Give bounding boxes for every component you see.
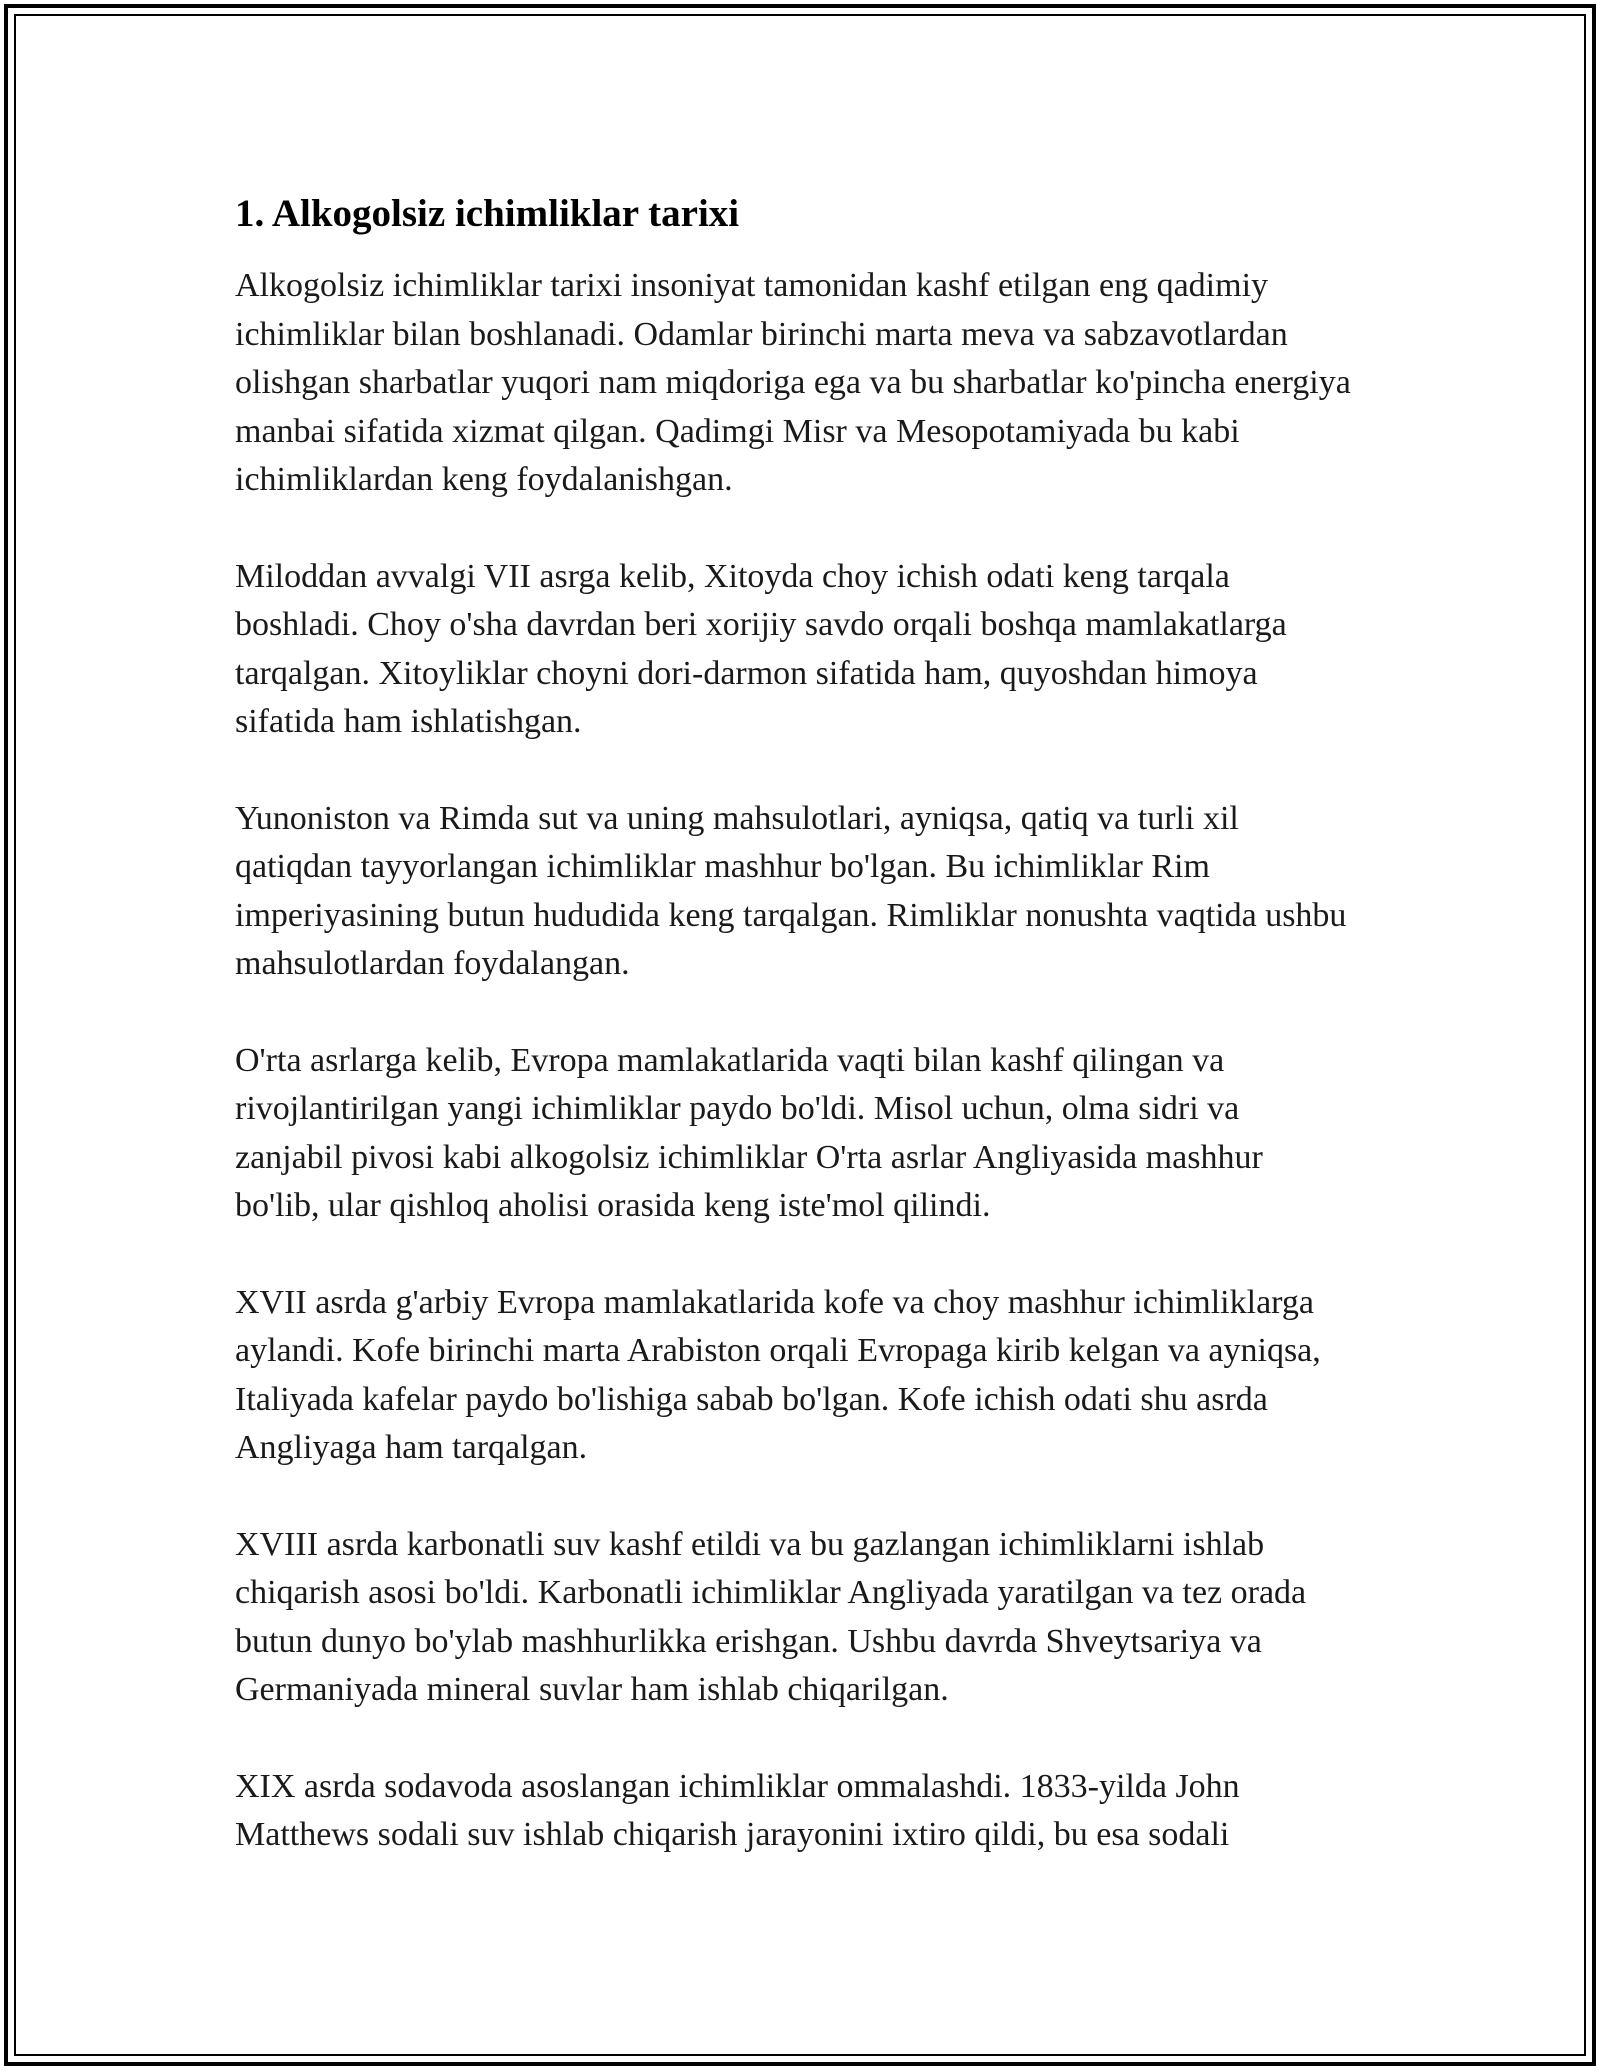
paragraph: XVIII asrda karbonatli suv kashf etildi va bu gazlangan ichimliklarni ishlab chiqarish asosi bo'ldi. Karbonatli ichimliklar Angliyada yaratilgan va tez orada butun dunyo bo'ylab mashhurlikka erishgan. Ushbu davrda Shveytsariya va Germaniyada mineral suvlar ham ishlab chiqarilgan. xyxy=(235,1525,1307,1708)
section-heading: 1. Alkogolsiz ichimliklar tarixi xyxy=(235,192,740,235)
paragraph: Miloddan avvalgi VII asrga kelib, Xitoyda choy ichish odati keng tarqala boshladi. Choy o'sha davrdan beri xorijiy savdo orqali boshqa mamlakatlarga tarqalgan. Xitoyliklar choyni dori-darmon sifatida ham, quyoshdan himoya sifatida ham ishlatishgan. xyxy=(235,557,1287,740)
paragraph: Alkogolsiz ichimliklar tarixi insoniyat tamonidan kashf etilgan eng qadimiy ichimliklar bilan boshlanadi. Odamlar birinchi marta meva va sabzavotlardan olishgan sharbatlar yuqori nam miqdoriga ega va bu sharbatlar ko'pincha energiya manbai sifatida xizmat qilgan. Qadimgi Misr va Mesopotamiyada bu kabi ichimliklardan keng foydalanishgan. xyxy=(235,267,1351,498)
paragraph: O'rta asrlarga kelib, Evropa mamlakatlarida vaqti bilan kashf qilingan va rivojlantirilgan yangi ichimliklar paydo bo'ldi. Misol uchun, olma sidri va zanjabil pivosi kabi alkogolsiz ichimliklar O'rta asrlar Angliyasida mashhur bo'lib, ular qishloq aholisi orasida keng iste'mol qilindi. xyxy=(235,1041,1263,1224)
paragraph: XVII asrda g'arbiy Evropa mamlakatlarida kofe va choy mashhur ichimliklarga aylandi. Kofe birinchi marta Arabiston orqali Evropaga kirib kelgan va ayniqsa, Italiyada kafelar paydo bo'lishiga sabab bo'lgan. Kofe ichish odati shu asrda Angliyaga ham tarqalgan. xyxy=(235,1283,1321,1466)
document-body xyxy=(235,190,1355,1908)
paragraph: Yunoniston va Rimda sut va uning mahsulotlari, ayniqsa, qatiq va turli xil qatiqdan tayyorlangan ichimliklar mashhur bo'lgan. Bu ichimliklar Rim imperiyasining butun hududida keng tarqalgan. Rimliklar nonushta vaqtida ushbu mahsulotlardan foydalangan. xyxy=(235,799,1347,982)
paragraph: XIX asrda sodavoda asoslangan ichimliklar ommalashdi. 1833-yilda John Matthews sodali suv ishlab chiqarish jarayonini ixtiro qildi, bu esa sodali xyxy=(235,1767,1240,1853)
